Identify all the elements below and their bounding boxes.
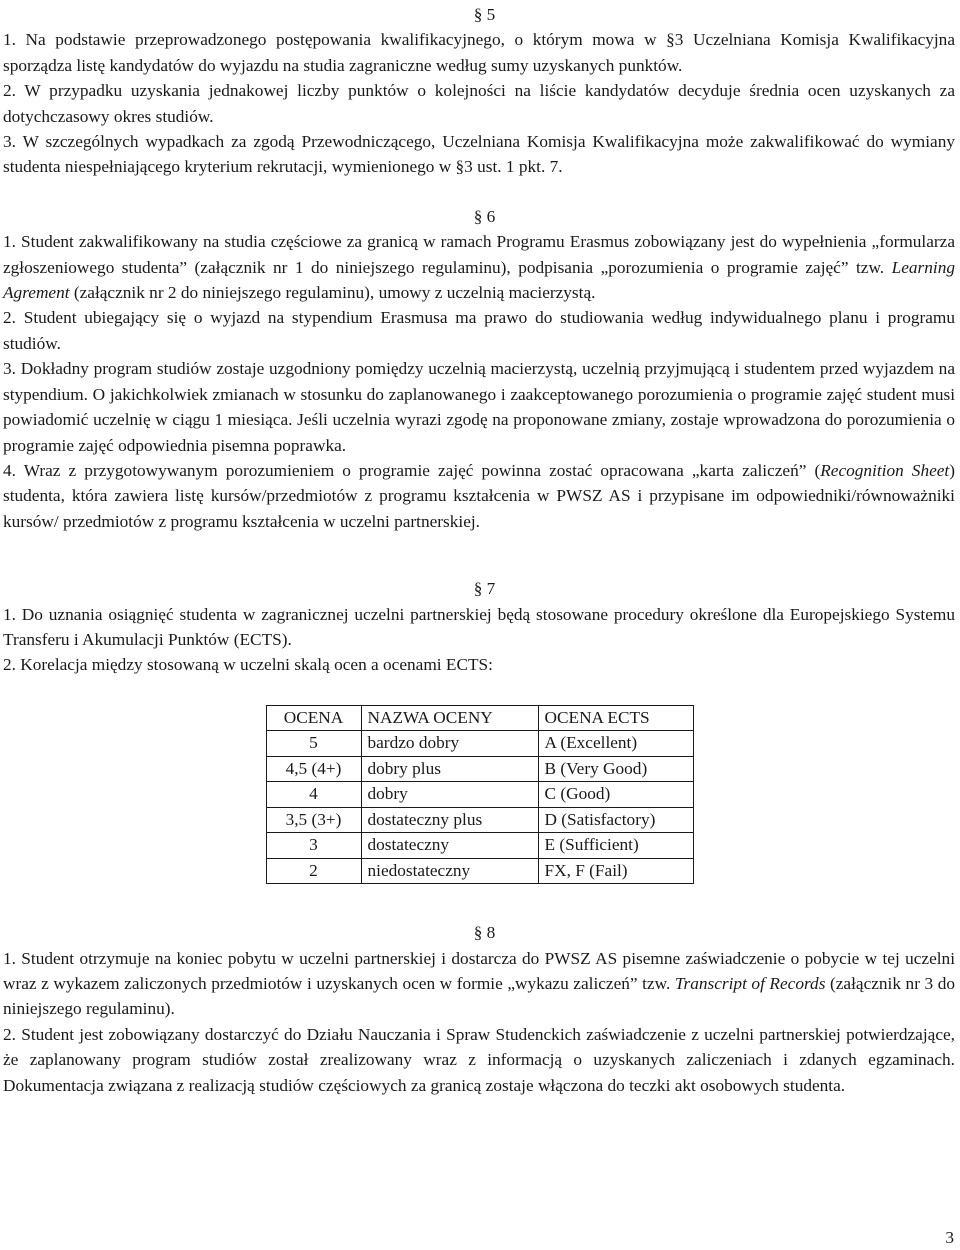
section-heading: § 8 [473, 923, 496, 943]
table-cell: 3 [266, 833, 361, 859]
text: 1. Student otrzymuje na koniec pobytu w uczelni partnerskiej i dostarcza do PWSZ AS pisemne zaświadczenie o pobycie w tej uczelni wraz z wykazem zaliczonych przedmiotów i uzyskanych ocen w formie „wykazu zaliczeń” tzw. [3, 948, 955, 994]
italic-term: Learning Agrement [3, 257, 955, 303]
table-row [266, 782, 693, 808]
table-cell: E (Sufficient) [538, 833, 693, 859]
table-row [266, 731, 693, 757]
table-row [266, 807, 693, 833]
table-cell: bardzo dobry [361, 731, 538, 757]
paragraph: 2. W przypadku uzyskania jednakowej liczby punktów o kolejności na liście kandydatów decyduje średnia ocen uzyskanych za dotychczasowy okres studiów. [3, 81, 955, 126]
table-cell: dostateczny plus [361, 807, 538, 833]
table-cell: 4 [266, 782, 361, 808]
document-page [3, 0, 955, 1098]
section-heading: § 6 [473, 206, 496, 226]
table-header-cell: OCENA [266, 705, 361, 731]
table-cell: dobry plus [361, 756, 538, 782]
text: 4. Wraz z przygotowywanym porozumieniem o programie zajęć powinna zostać opracowana „karta zaliczeń” ( [3, 460, 821, 480]
grades-table-wrapper [3, 705, 955, 885]
paragraph: 2. Student ubiegający się o wyjazd na stypendium Erasmusa ma prawo do studiowania według indywidualnego planu i programu studiów. [3, 308, 955, 353]
paragraph [3, 458, 955, 534]
table-cell: A (Excellent) [538, 731, 693, 757]
italic-term: Recognition Sheet [820, 460, 950, 480]
italic-term: Transcript of Records [674, 974, 826, 994]
section-heading: § 5 [473, 5, 496, 24]
text: ) studenta, która zawiera listę kursów/przedmiotów z programu kształcenia w PWSZ AS i przypisane im odpowiedniki/równoważniki kursów/ przedmiotów z programu kształcenia w uczelni partnerskiej. [3, 460, 955, 531]
table-cell: 3,5 (3+) [266, 807, 361, 833]
table-cell: D (Satisfactory) [538, 807, 693, 833]
table-cell: niedostateczny [361, 858, 538, 884]
table-header-cell: NAZWA OCENY [361, 705, 538, 731]
text: (załącznik nr 3 do niniejszego regulaminu). [3, 974, 955, 1019]
paragraph: 2. Student jest zobowiązany dostarczyć do Działu Nauczania i Spraw Studenckich zaświadczenie z uczelni partnerskiej potwierdzające, że zaplanowany program studiów został zrealizowany wraz z informacją o uzyskanych zaliczeniach i zdanych egzaminach. Dokumentacja związana z realizacją studiów częściowych za granicą zostaje włączona do teczki akt osobowych studenta. [3, 1024, 955, 1095]
section-heading: § 7 [473, 579, 496, 599]
paragraph: 3. W szczególnych wypadkach za zgodą Przewodniczącego, Uczelniana Komisja Kwalifikacyjna może zakwalifikować do wymiany studenta niespełniającego kryterium rekrutacji, wymienionego w §3 ust. 1 pkt. 7. [3, 132, 955, 177]
paragraph [3, 229, 955, 305]
paragraph: 1. Do uznania osiągnięć studenta w zagranicznej uczelni partnerskiej będą stosowane procedury określone dla Europejskiego Systemu Transferu i Akumulacji Punktów (ECTS). [3, 604, 955, 649]
table-header-cell: OCENA ECTS [538, 705, 693, 731]
text: (załącznik nr 2 do niniejszego regulaminu), umowy z uczelnią macierzystą. [69, 283, 596, 303]
text: 1. Student zakwalifikowany na studia częściowe za granicą w ramach Programu Erasmus zobowiązany jest do wypełnienia „formularza zgłoszeniowego studenta” (załącznik nr 1 do niniejszego regulaminu), podpisania „porozumienia o programie zajęć” tzw. [3, 232, 955, 277]
table-cell: C (Good) [538, 782, 693, 808]
paragraph: 2. Korelacja między stosowaną w uczelni skalą ocen a ocenami ECTS: [3, 655, 493, 675]
table-cell: 5 [266, 731, 361, 757]
paragraph: 1. Na podstawie przeprowadzonego postępowania kwalifikacyjnego, o którym mowa w §3 Uczelniana Komisja Kwalifikacyjna sporządza listę kandydatów do wyjazdu na studia zagraniczne według sumy uzyskanych punktów. [3, 30, 955, 75]
table-row [266, 756, 693, 782]
table-row [266, 833, 693, 859]
table-cell: 4,5 (4+) [266, 756, 361, 782]
table-cell: 2 [266, 858, 361, 884]
table-cell: B (Very Good) [538, 756, 693, 782]
grades-table [266, 705, 694, 885]
paragraph [3, 946, 955, 1022]
paragraph: 3. Dokładny program studiów zostaje uzgodniony pomiędzy uczelnią macierzystą, uczelnią przyjmującą i studentem przed wyjazdem na stypendium. O jakichkolwiek zmianach w stosunku do zaplanowanego i zaakceptowanego porozumienia o programie zajęć student musi powiadomić uczelnię w ciągu 1 miesiąca. Jeśli uczelnia wyrazi zgodę na proponowane zmiany, zostaje wprowadzona do porozumienia o programie zajęć odpowiednia pisemna poprawka. [3, 359, 955, 455]
table-cell: FX, F (Fail) [538, 858, 693, 884]
table-row [266, 858, 693, 884]
table-header-row [266, 705, 693, 731]
table-cell: dobry [361, 782, 538, 808]
page-number: 3 [945, 1228, 954, 1247]
table-cell: dostateczny [361, 833, 538, 859]
